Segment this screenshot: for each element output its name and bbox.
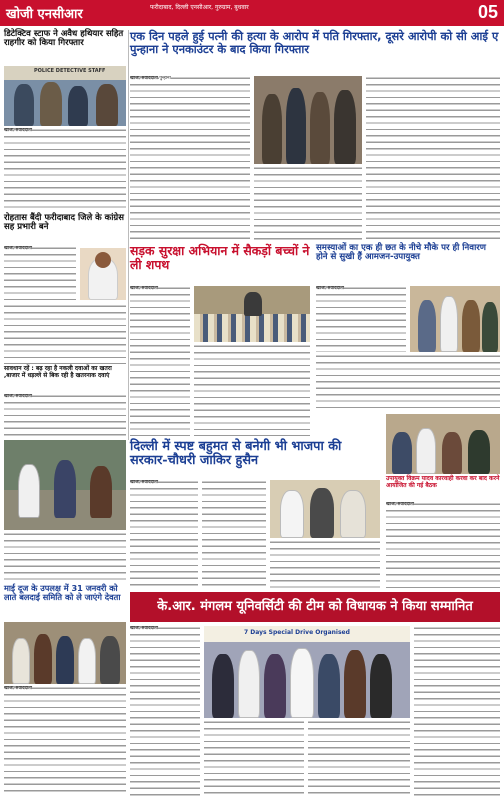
story-7-body-col-1 — [130, 480, 198, 588]
story-5-headline-box — [130, 244, 310, 284]
story-6-location: खोजी/संवाददाता — [316, 286, 344, 291]
story-9-photo — [4, 622, 126, 684]
story-2-body-col-3 — [366, 76, 500, 242]
story-3-headline-box — [4, 214, 126, 244]
story-10-body-col-3 — [308, 720, 410, 796]
story-7-location: खोजी/संवाददाता — [130, 480, 158, 485]
story-8-headline: उपायुक्त विक्रम यादव कारवाही करवा कर बाद करने आयोजित की गई बैठक — [386, 475, 500, 489]
story-6-headline: समस्याओं का एक ही छत के नीचे मौके पर ही निवारण होने से सुखी हैं आमजन-उपायुक्त — [316, 243, 487, 263]
story-6-photo — [410, 286, 500, 352]
story-1-photo-banner: POLICE DETECTIVE STAFF — [34, 68, 106, 74]
story-2-location: खोजी/संवाददाता — [130, 76, 158, 81]
story-9-location: खोजी/संवाददाता — [4, 686, 32, 691]
story-5-body-col-2 — [194, 344, 310, 436]
story-3-location: खोजी/संवाददाता — [4, 246, 32, 251]
page-number: 05 — [477, 2, 498, 22]
story-10-body-col-2 — [204, 720, 304, 796]
story-2-body-col-1 — [130, 76, 250, 242]
story-4-photo — [4, 440, 126, 530]
story-10-body-col-1 — [130, 626, 200, 796]
story-6-body-col-1 — [316, 286, 406, 352]
story-9-body — [4, 686, 126, 796]
story-1-headline-box — [4, 30, 126, 66]
story-4-headline: सावधान रहें : बढ़ रहा है नकली दवाओं का खतरा ,बाजार में धड़ल्ले से बिक रही है खतरनाक दवाएं — [4, 365, 112, 379]
story-1-headline: डिटेक्टिव स्टाफ ने अवैध हथियार सहित राहगीर को किया गिरफ्तार — [4, 29, 124, 49]
story-9-headline: माई दूज के उपलक्ष में 31 जनवरी को लाते बलदाई समिति को ले जाएंगे देवता — [4, 583, 121, 603]
story-2-headline-box — [130, 30, 500, 72]
masthead-dateline: फरीदाबाद, दिल्ली एनसीआर, गुरुग्राम, बुधवार — [150, 4, 249, 11]
story-10-body-col-4 — [414, 626, 500, 796]
story-2-byline: पुन्हाना — [159, 76, 171, 81]
story-3-body — [4, 246, 76, 302]
story-3-body-cont — [4, 304, 126, 364]
story-4-location: खोजी/संवाददाता — [4, 394, 32, 399]
story-2-body-col-2 — [254, 166, 362, 242]
story-7-photo — [270, 480, 380, 538]
story-8-body — [386, 502, 500, 588]
story-3-headline: रोहतास बैंदी फरीदाबाद जिले के कांग्रेस सह प्रभारी बने — [4, 213, 124, 233]
story-2-photo — [254, 76, 362, 164]
masthead-brand: खोजी एनसीआर — [6, 7, 83, 22]
story-1-photo — [4, 66, 126, 126]
column-divider — [128, 30, 129, 440]
story-4-body-cont — [4, 532, 126, 582]
story-7-headline-box — [130, 440, 380, 476]
story-5-headline: सड़क सुरक्षा अभियान में सैकड़ों बच्चों ने ली शपथ — [130, 243, 310, 272]
story-8-headline-box — [386, 476, 500, 500]
story-4-headline-box — [4, 366, 126, 392]
story-9-headline-box — [4, 584, 126, 620]
masthead — [0, 0, 504, 26]
story-5-location: खोजी/संवाददाता — [130, 286, 158, 291]
story-1-location: खोजी/संवाददाता — [4, 128, 32, 133]
story-8-location: खोजी/संवाददाता — [386, 502, 414, 507]
story-4-body — [4, 394, 126, 438]
story-3-photo — [80, 248, 126, 300]
story-6-headline-box — [316, 244, 500, 284]
story-10-location: खोजी/संवाददाता — [130, 626, 158, 631]
story-8-photo — [386, 414, 500, 474]
story-10-banner — [130, 592, 500, 622]
story-5-body-col-1 — [130, 286, 190, 436]
story-10-photo — [204, 626, 410, 718]
story-5-photo — [194, 286, 310, 342]
story-7-body-col-3 — [270, 540, 380, 588]
story-1-body — [4, 128, 126, 212]
story-7-body-col-2 — [202, 480, 266, 588]
story-10-headline: के.आर. मंगलम यूनिवर्सिटी की टीम को विधायक ने किया सम्मानित — [157, 598, 473, 614]
story-6-body-col-2 — [316, 354, 500, 412]
story-7-headline: दिल्ली में स्पष्ट बहुमत से बनेगी भी भाजपा की सरकार-चौधरी जाकिर हुसैन — [130, 439, 342, 469]
story-10-photo-banner: 7 Days Special Drive Organised — [244, 629, 350, 636]
story-2-headline: एक दिन पहले हुई पत्नी की हत्या के आरोप में पति गिरफ्तार, दूसरे आरोपी को सी आई ए पुन्हाना ने एनकाउंटर के बाद किया गिरफ्तार — [130, 29, 499, 56]
